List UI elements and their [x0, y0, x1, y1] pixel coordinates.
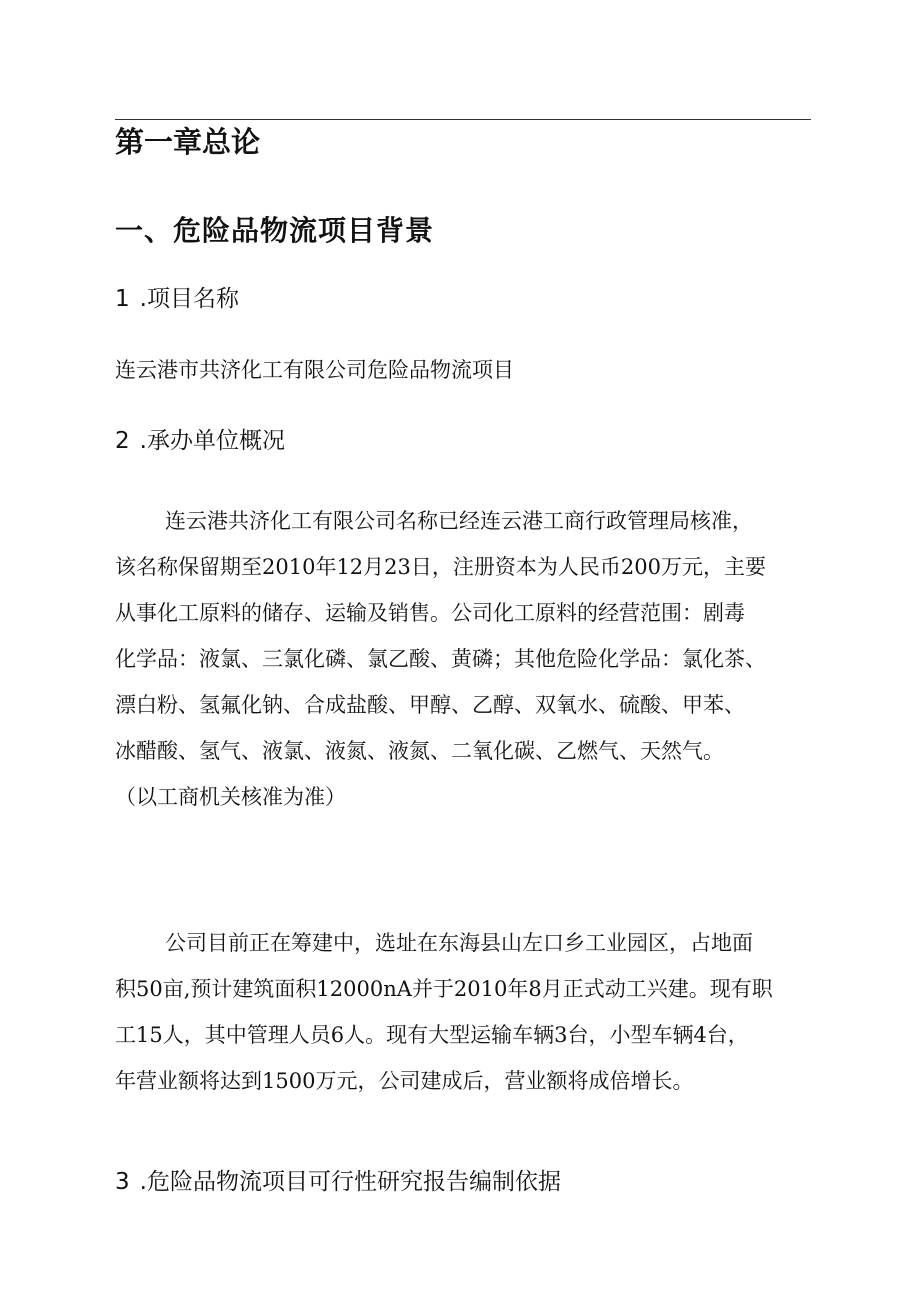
- paragraph-line: 积50亩,预计建筑面积12000nA并于2010年8月正式动工兴建。现有职: [115, 977, 773, 1001]
- subsection-title: .危险品物流项目可行性研究报告编制依据: [139, 1169, 561, 1195]
- subsection-number: 1: [115, 286, 130, 312]
- subsection-heading-3: [115, 1167, 561, 1197]
- paragraph-line: 工15人，其中管理人员6人。现有大型运输车辆3台，小型车辆4台，: [115, 1023, 749, 1047]
- paragraph-line: 漂白粉、氢氟化钠、合成盐酸、甲醇、乙醇、双氧水、硫酸、甲苯、: [115, 693, 745, 717]
- paragraph-line: 从事化工原料的储存、运输及销售。公司化工原料的经营范围：剧毒: [115, 601, 745, 625]
- section-title: 一、危险品物流项目背景: [115, 214, 435, 247]
- paragraph-line: 年营业额将达到1500万元，公司建成后，营业额将成倍增长。: [115, 1069, 694, 1093]
- company-status-paragraph: [115, 920, 815, 1104]
- project-name: 连云港市共济化工有限公司危险品物流项目: [115, 358, 514, 382]
- subsection-title: .承办单位概况: [139, 428, 285, 454]
- subsection-heading-1: [115, 284, 239, 314]
- paragraph-line: 该名称保留期至2010年12月23日，注册资本为人民币200万元，主要: [115, 555, 766, 579]
- subsection-number: 3: [115, 1169, 130, 1195]
- subsection-heading-2: [115, 426, 285, 456]
- paragraph-line: 冰醋酸、氢气、液氯、液氮、液氮、二氧化碳、乙燃气、天然气。: [115, 739, 724, 763]
- subsection-number: 2: [115, 428, 130, 454]
- chapter-title: 第一章总论: [115, 125, 261, 159]
- subsection-title: .项目名称: [139, 286, 239, 312]
- header-rule: [115, 119, 811, 120]
- paragraph-line: 连云港共济化工有限公司名称已经连云港工商行政管理局核准，: [165, 509, 753, 533]
- paragraph-line: 化学品：液氯、三氯化磷、氯乙酸、黄磷；其他危险化学品：氯化茶、: [115, 647, 766, 671]
- paragraph-line: （以工商机关核准为准）: [115, 785, 346, 809]
- company-overview-paragraph: [115, 498, 815, 820]
- paragraph-line: 公司目前正在筹建中，选址在东海县山左口乡工业园区，占地面: [165, 931, 753, 955]
